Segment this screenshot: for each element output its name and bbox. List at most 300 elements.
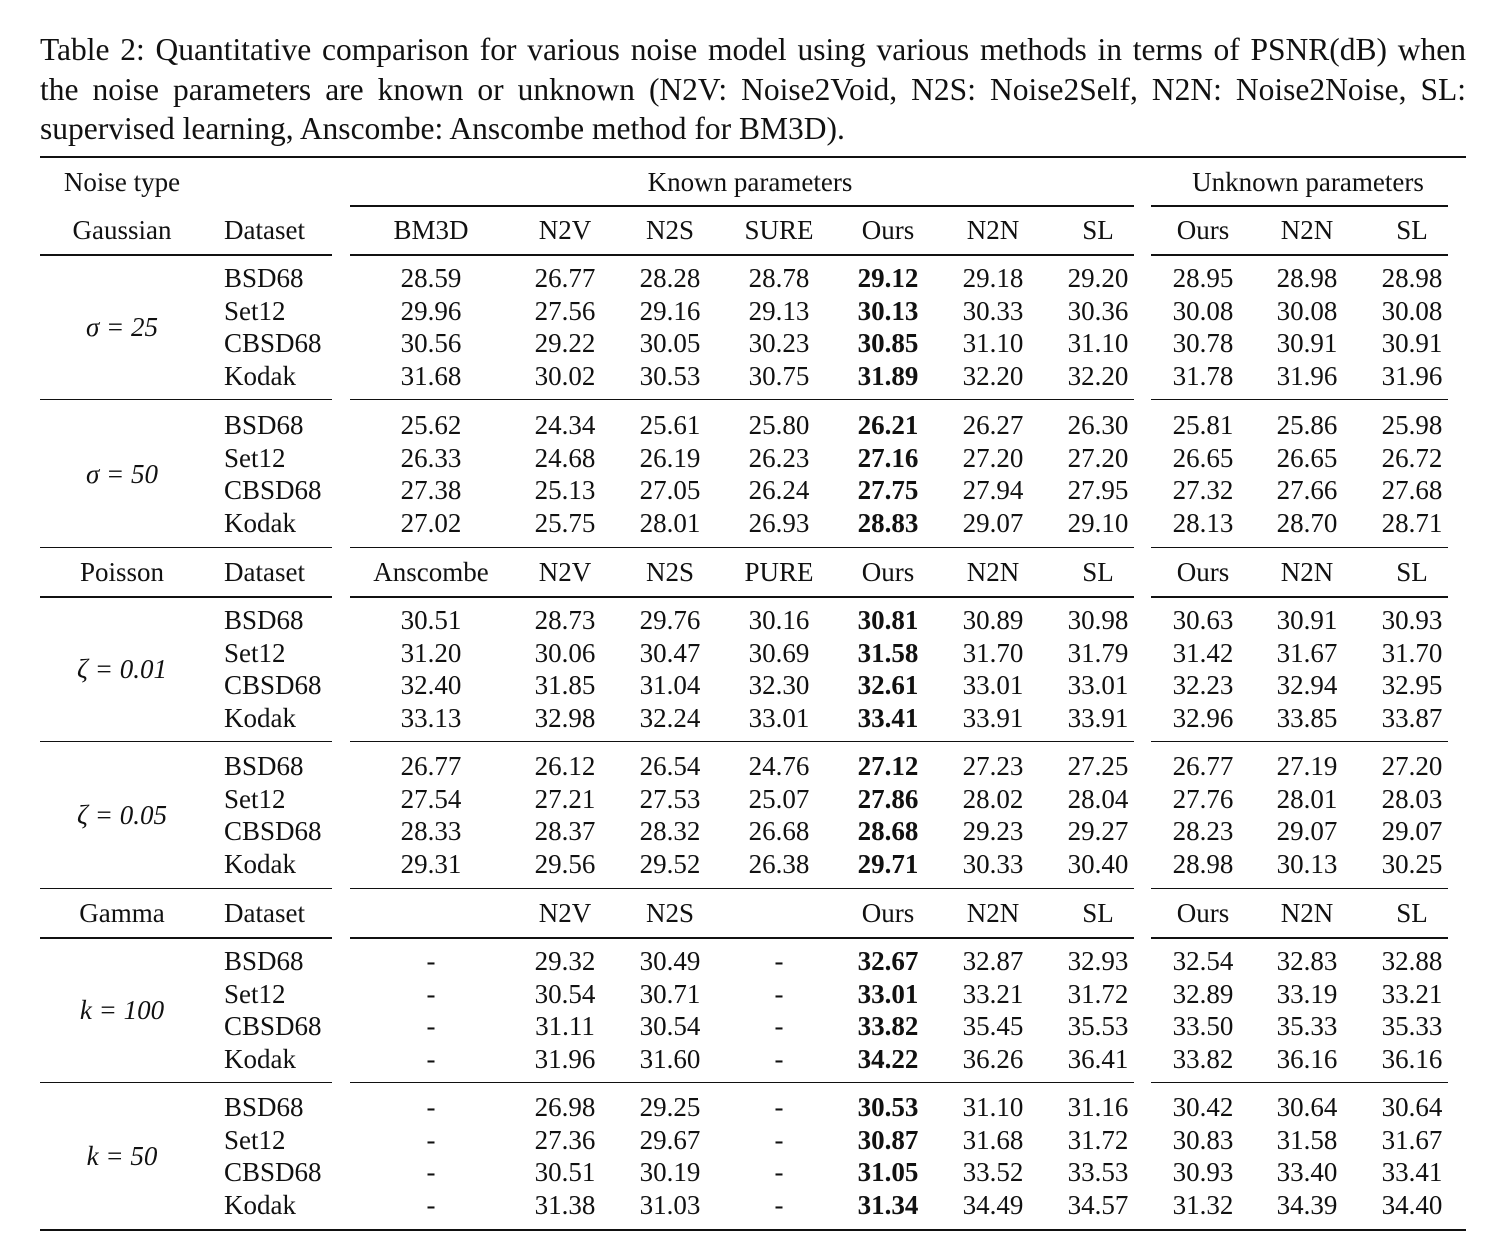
- psnr-value: 26.19: [639, 442, 701, 473]
- psnr-value: 30.25: [1381, 848, 1443, 879]
- psnr-value: -: [426, 1189, 436, 1220]
- poisson-dataset-header: Dataset: [224, 557, 305, 587]
- dataset-name: Set12: [224, 442, 286, 473]
- psnr-value: 28.04: [1067, 783, 1129, 814]
- psnr-value: 30.13: [1276, 848, 1338, 879]
- gaussian-header-rule-unknown: [1151, 254, 1448, 256]
- top-rule: [40, 156, 1466, 158]
- psnr-value: 27.66: [1276, 475, 1338, 506]
- psnr-value: 28.83: [857, 507, 919, 538]
- psnr-value: 36.16: [1381, 1043, 1443, 1074]
- psnr-value: -: [774, 1124, 784, 1155]
- psnr-value: 30.05: [639, 328, 701, 359]
- poisson-noise-type-label: Poisson: [79, 557, 165, 587]
- psnr-value: 33.41: [1381, 1157, 1443, 1188]
- group-rule-unknown: [1151, 399, 1448, 401]
- psnr-value: 26.54: [639, 751, 701, 781]
- psnr-value: 30.75: [748, 360, 810, 391]
- psnr-value: 27.54: [400, 783, 462, 814]
- dataset-name: Kodak: [224, 360, 296, 391]
- noise-param-label: σ = 25: [85, 311, 159, 342]
- dataset-name: CBSD68: [224, 816, 322, 847]
- gamma-dataset-header: Dataset: [224, 898, 305, 928]
- group-rule-left: [40, 741, 332, 743]
- psnr-value: 30.23: [748, 328, 810, 359]
- psnr-value: 31.96: [1381, 360, 1443, 391]
- dataset-name: Kodak: [224, 507, 296, 538]
- psnr-value: 26.77: [400, 751, 462, 781]
- gaussian-method-header: SL: [1396, 215, 1428, 245]
- psnr-value: 31.79: [1067, 637, 1129, 668]
- gaussian-method-header: N2N: [1280, 215, 1334, 245]
- psnr-value: 30.64: [1276, 1092, 1338, 1122]
- psnr-value: 35.33: [1381, 1011, 1443, 1042]
- psnr-value: 32.54: [1172, 946, 1234, 976]
- gaussian-method-header: SURE: [744, 215, 814, 245]
- psnr-value: 26.27: [962, 410, 1024, 440]
- psnr-value: 36.41: [1067, 1043, 1129, 1074]
- dataset-name: Set12: [224, 637, 286, 668]
- psnr-value: 28.01: [1276, 783, 1338, 814]
- poisson-header-rule-left: [40, 596, 332, 598]
- psnr-value: 30.78: [1172, 328, 1234, 359]
- psnr-value: 30.91: [1381, 328, 1443, 359]
- psnr-value: 33.52: [962, 1157, 1024, 1188]
- dataset-name: Set12: [224, 295, 286, 326]
- psnr-value: 27.12: [857, 751, 919, 781]
- gaussian-method-header: N2N: [966, 215, 1020, 245]
- psnr-value: 28.73: [534, 605, 596, 635]
- psnr-value: -: [774, 1189, 784, 1220]
- psnr-value: 25.98: [1381, 410, 1443, 440]
- psnr-value: 30.08: [1172, 295, 1234, 326]
- psnr-value: 29.10: [1067, 507, 1129, 538]
- psnr-value: 32.96: [1172, 702, 1234, 733]
- psnr-value: 26.38: [748, 848, 810, 879]
- psnr-value: 32.88: [1381, 946, 1443, 976]
- psnr-value: 34.40: [1381, 1189, 1443, 1220]
- psnr-value: 33.91: [1067, 702, 1129, 733]
- psnr-value: 31.67: [1276, 637, 1338, 668]
- psnr-value: -: [426, 1157, 436, 1188]
- gaussian-header-rule-known: [350, 254, 1134, 256]
- dataset-name: Set12: [224, 978, 286, 1009]
- section-rule-known: [350, 547, 1134, 549]
- psnr-value: 30.36: [1067, 295, 1129, 326]
- gamma-method-header: N2N: [966, 898, 1020, 928]
- group-rule-known: [350, 741, 1134, 743]
- psnr-value: 25.75: [534, 507, 596, 538]
- psnr-value: 27.76: [1172, 783, 1234, 814]
- psnr-value: 32.23: [1172, 670, 1234, 701]
- psnr-value: 32.40: [400, 670, 462, 701]
- psnr-value: 29.07: [962, 507, 1024, 538]
- dataset-name: Set12: [224, 1124, 286, 1155]
- psnr-value: 30.16: [748, 605, 810, 635]
- gaussian-method-header: N2V: [538, 215, 592, 245]
- psnr-value: 31.10: [1067, 328, 1129, 359]
- psnr-value: 29.18: [962, 263, 1024, 293]
- psnr-value: 30.53: [857, 1092, 919, 1122]
- noise-param-label: k = 50: [86, 1140, 158, 1171]
- dataset-name: CBSD68: [224, 1011, 322, 1042]
- psnr-value: -: [426, 1011, 436, 1042]
- psnr-value: 26.77: [534, 263, 596, 293]
- poisson-method-header: N2N: [1280, 557, 1334, 587]
- poisson-method-header: SL: [1082, 557, 1114, 587]
- psnr-value: 31.85: [534, 670, 596, 701]
- section-rule-left: [40, 547, 332, 549]
- poisson-method-header: Ours: [861, 557, 915, 587]
- dataset-name: BSD68: [224, 410, 304, 440]
- psnr-value: 27.53: [639, 783, 701, 814]
- gamma-header-rule-left: [40, 937, 332, 939]
- psnr-value: 32.67: [857, 946, 919, 976]
- psnr-value: 30.91: [1276, 328, 1338, 359]
- psnr-value: 26.72: [1381, 442, 1443, 473]
- psnr-value: 27.20: [962, 442, 1024, 473]
- psnr-value: 29.22: [534, 328, 596, 359]
- section-rule-unknown: [1151, 888, 1448, 890]
- psnr-value: 30.08: [1381, 295, 1443, 326]
- psnr-value: 30.69: [748, 637, 810, 668]
- psnr-value: 32.93: [1067, 946, 1129, 976]
- psnr-value: 25.81: [1172, 410, 1234, 440]
- psnr-value: 32.83: [1276, 946, 1338, 976]
- dataset-name: Kodak: [224, 702, 296, 733]
- dataset-name: CBSD68: [224, 1157, 322, 1188]
- psnr-value: 30.54: [534, 978, 596, 1009]
- gaussian-dataset-header: Dataset: [224, 215, 305, 245]
- psnr-value: 31.38: [534, 1189, 596, 1220]
- psnr-value: 29.16: [639, 295, 701, 326]
- psnr-value: 31.60: [639, 1043, 701, 1074]
- psnr-value: 31.72: [1067, 1124, 1129, 1155]
- psnr-value: 28.13: [1172, 507, 1234, 538]
- psnr-value: 30.51: [534, 1157, 596, 1188]
- psnr-value: 33.19: [1276, 978, 1338, 1009]
- group-rule-unknown: [1151, 741, 1448, 743]
- psnr-value: 31.68: [400, 360, 462, 391]
- psnr-value: 31.68: [962, 1124, 1024, 1155]
- psnr-value: 30.89: [962, 605, 1024, 635]
- psnr-value: 27.38: [400, 475, 462, 506]
- psnr-value: 30.33: [962, 295, 1024, 326]
- psnr-value: 32.30: [748, 670, 810, 701]
- psnr-value: 32.94: [1276, 670, 1338, 701]
- dataset-name: BSD68: [224, 263, 304, 293]
- psnr-value: 33.21: [1381, 978, 1443, 1009]
- section-rule-known: [350, 888, 1134, 890]
- psnr-value: 31.05: [857, 1157, 919, 1188]
- known-cmidrule: [350, 205, 1134, 207]
- psnr-value: 28.98: [1172, 848, 1234, 879]
- psnr-value: 27.16: [857, 442, 919, 473]
- psnr-value: -: [774, 978, 784, 1009]
- gamma-method-header: N2V: [538, 898, 592, 928]
- noise-param-label: k = 100: [79, 994, 165, 1025]
- psnr-value: 31.10: [962, 328, 1024, 359]
- psnr-value: 34.22: [857, 1043, 919, 1074]
- psnr-value: 30.85: [857, 328, 919, 359]
- known-parameters-header: Known parameters: [647, 167, 853, 197]
- psnr-value: -: [426, 1043, 436, 1074]
- noise-param-label: ζ = 0.05: [77, 799, 167, 830]
- dataset-name: Kodak: [224, 1189, 296, 1220]
- psnr-value: 27.75: [857, 475, 919, 506]
- psnr-value: 25.13: [534, 475, 596, 506]
- psnr-value: 30.93: [1381, 605, 1443, 635]
- dataset-name: Set12: [224, 783, 286, 814]
- gaussian-method-header: SL: [1082, 215, 1114, 245]
- psnr-value: 26.33: [400, 442, 462, 473]
- psnr-value: 27.05: [639, 475, 701, 506]
- psnr-value: 26.24: [748, 475, 810, 506]
- dataset-name: BSD68: [224, 1092, 304, 1122]
- poisson-method-header: SL: [1396, 557, 1428, 587]
- psnr-value: 30.47: [639, 637, 701, 668]
- psnr-value: 33.01: [748, 702, 810, 733]
- psnr-value: 26.30: [1067, 410, 1129, 440]
- psnr-value: 34.57: [1067, 1189, 1129, 1220]
- group-rule-known: [350, 399, 1134, 401]
- gamma-method-header: N2S: [645, 898, 695, 928]
- psnr-value: 29.67: [639, 1124, 701, 1155]
- psnr-value: 30.56: [400, 328, 462, 359]
- psnr-value: 35.53: [1067, 1011, 1129, 1042]
- psnr-value: 26.12: [534, 751, 596, 781]
- psnr-value: -: [426, 946, 436, 976]
- psnr-value: 32.95: [1381, 670, 1443, 701]
- psnr-value: 24.76: [748, 751, 810, 781]
- psnr-value: 30.51: [400, 605, 462, 635]
- psnr-value: 27.32: [1172, 475, 1234, 506]
- gamma-method-header: Ours: [861, 898, 915, 928]
- psnr-value: 31.67: [1381, 1124, 1443, 1155]
- gamma-noise-type-label: Gamma: [79, 898, 165, 928]
- table-caption: Table 2: Quantitative comparison for various noise model using various methods in terms of PSNR(dB) when the noise parameters are known or unknown (N2V: Noise2Void, N2S: Noise2Self, N2N: Noise2Noise, SL: supervised learning, Anscombe: Anscombe method for BM3D).: [40, 32, 1466, 146]
- psnr-value: 29.31: [400, 848, 462, 879]
- gamma-method-header: Ours: [1176, 898, 1230, 928]
- psnr-value: 30.49: [639, 946, 701, 976]
- poisson-header-rule-unknown: [1151, 596, 1448, 598]
- psnr-value: -: [426, 978, 436, 1009]
- psnr-value: 36.26: [962, 1043, 1024, 1074]
- psnr-value: 31.11: [535, 1011, 595, 1042]
- psnr-value: 25.61: [639, 410, 701, 440]
- psnr-value: 29.20: [1067, 263, 1129, 293]
- dataset-name: BSD68: [224, 946, 304, 976]
- unknown-cmidrule: [1151, 205, 1448, 207]
- poisson-method-header: Ours: [1176, 557, 1230, 587]
- group-rule-left: [40, 1082, 332, 1084]
- psnr-value: 28.33: [400, 816, 462, 847]
- psnr-value: 32.20: [1067, 360, 1129, 391]
- psnr-value: 26.98: [534, 1092, 596, 1122]
- psnr-value: 31.58: [857, 637, 919, 668]
- psnr-value: 27.20: [1067, 442, 1129, 473]
- group-rule-known: [350, 1082, 1134, 1084]
- psnr-value: 26.77: [1172, 751, 1234, 781]
- psnr-value: 27.56: [534, 295, 596, 326]
- psnr-value: 29.27: [1067, 816, 1129, 847]
- psnr-value: 24.34: [534, 410, 596, 440]
- dataset-name: CBSD68: [224, 328, 322, 359]
- psnr-value: 29.96: [400, 295, 462, 326]
- psnr-value: 28.01: [639, 507, 701, 538]
- psnr-value: 31.70: [962, 637, 1024, 668]
- gaussian-method-header: N2S: [645, 215, 695, 245]
- psnr-value: 29.07: [1276, 816, 1338, 847]
- gaussian-header-rule-left: [40, 254, 332, 256]
- psnr-value: -: [426, 1124, 436, 1155]
- psnr-value: 29.71: [857, 848, 919, 879]
- psnr-value: 33.01: [1067, 670, 1129, 701]
- bottom-rule: [40, 1229, 1466, 1231]
- psnr-value: 31.72: [1067, 978, 1129, 1009]
- dataset-name: Kodak: [224, 1043, 296, 1074]
- psnr-value: -: [774, 946, 784, 976]
- psnr-value: 28.71: [1381, 507, 1443, 538]
- psnr-value: 28.98: [1276, 263, 1338, 293]
- psnr-value: 30.81: [857, 605, 919, 635]
- psnr-value: 30.83: [1172, 1124, 1234, 1155]
- gamma-method-header: N2N: [1280, 898, 1334, 928]
- group-rule-left: [40, 399, 332, 401]
- psnr-value: 32.20: [962, 360, 1024, 391]
- psnr-value: 25.07: [748, 783, 810, 814]
- dataset-name: CBSD68: [224, 475, 322, 506]
- psnr-value: -: [774, 1043, 784, 1074]
- psnr-value: 31.34: [857, 1189, 919, 1220]
- psnr-value: 30.98: [1067, 605, 1129, 635]
- psnr-value: 27.95: [1067, 475, 1129, 506]
- psnr-value: 25.62: [400, 410, 462, 440]
- psnr-value: 30.19: [639, 1157, 701, 1188]
- psnr-value: 30.93: [1172, 1157, 1234, 1188]
- psnr-value: 27.20: [1381, 751, 1443, 781]
- psnr-value: 27.36: [534, 1124, 596, 1155]
- psnr-value: -: [774, 1092, 784, 1122]
- noise-param-label: σ = 50: [85, 458, 159, 489]
- gaussian-method-header: BM3D: [393, 215, 469, 245]
- psnr-value: 33.85: [1276, 702, 1338, 733]
- poisson-method-header: N2V: [538, 557, 592, 587]
- psnr-value: 27.23: [962, 751, 1024, 781]
- psnr-value: 30.53: [639, 360, 701, 391]
- psnr-value: 33.91: [962, 702, 1024, 733]
- psnr-value: 26.68: [748, 816, 810, 847]
- psnr-value: 28.59: [400, 263, 462, 293]
- gamma-header-rule-known: [350, 937, 1134, 939]
- psnr-value: 33.01: [857, 978, 919, 1009]
- psnr-value: 31.70: [1381, 637, 1443, 668]
- psnr-value: 26.65: [1172, 442, 1234, 473]
- psnr-value: 33.50: [1172, 1011, 1234, 1042]
- psnr-value: 29.52: [639, 848, 701, 879]
- psnr-value: 31.32: [1172, 1189, 1234, 1220]
- psnr-value: 30.63: [1172, 605, 1234, 635]
- gaussian-noise-type-label: Gaussian: [72, 215, 172, 245]
- psnr-value: 28.70: [1276, 507, 1338, 538]
- psnr-value: 30.87: [857, 1124, 919, 1155]
- psnr-value: 29.07: [1381, 816, 1443, 847]
- gamma-header-rule-unknown: [1151, 937, 1448, 939]
- poisson-method-header: Anscombe: [373, 557, 489, 587]
- gaussian-method-header: Ours: [861, 215, 915, 245]
- group-rule-unknown: [1151, 1082, 1448, 1084]
- psnr-value: 33.82: [1172, 1043, 1234, 1074]
- psnr-value: 28.68: [857, 816, 919, 847]
- psnr-value: 31.96: [534, 1043, 596, 1074]
- psnr-value: 30.06: [534, 637, 596, 668]
- psnr-value: 34.49: [962, 1189, 1024, 1220]
- psnr-value: 28.37: [534, 816, 596, 847]
- psnr-value: 25.80: [748, 410, 810, 440]
- psnr-value: 33.87: [1381, 702, 1443, 733]
- psnr-value: 30.02: [534, 360, 596, 391]
- psnr-value: 31.78: [1172, 360, 1234, 391]
- psnr-value: 29.32: [534, 946, 596, 976]
- psnr-value: 29.76: [639, 605, 701, 635]
- psnr-value: 26.93: [748, 507, 810, 538]
- poisson-header-rule-known: [350, 596, 1134, 598]
- psnr-value: 28.02: [962, 783, 1024, 814]
- psnr-value: 30.71: [639, 978, 701, 1009]
- psnr-value: 32.87: [962, 946, 1024, 976]
- psnr-value: 30.42: [1172, 1092, 1234, 1122]
- psnr-value: 30.40: [1067, 848, 1129, 879]
- psnr-value: 31.20: [400, 637, 462, 668]
- psnr-value: -: [774, 1011, 784, 1042]
- psnr-value: -: [426, 1092, 436, 1122]
- psnr-value: 32.89: [1172, 978, 1234, 1009]
- section-rule-left: [40, 888, 332, 890]
- psnr-value: 33.40: [1276, 1157, 1338, 1188]
- psnr-value: 34.39: [1276, 1189, 1338, 1220]
- dataset-name: CBSD68: [224, 670, 322, 701]
- psnr-value: -: [774, 1157, 784, 1188]
- psnr-value: 31.04: [639, 670, 701, 701]
- psnr-value: 33.21: [962, 978, 1024, 1009]
- psnr-value: 30.64: [1381, 1092, 1443, 1122]
- psnr-value: 30.08: [1276, 295, 1338, 326]
- psnr-value: 31.89: [857, 360, 919, 391]
- gaussian-method-header: Ours: [1176, 215, 1230, 245]
- psnr-value: 33.53: [1067, 1157, 1129, 1188]
- psnr-value: 30.13: [857, 295, 919, 326]
- psnr-value: 26.23: [748, 442, 810, 473]
- psnr-value: 31.10: [962, 1092, 1024, 1122]
- psnr-value: 33.82: [857, 1011, 919, 1042]
- dataset-name: BSD68: [224, 605, 304, 635]
- psnr-value: 27.25: [1067, 751, 1129, 781]
- psnr-value: 27.94: [962, 475, 1024, 506]
- section-rule-unknown: [1151, 547, 1448, 549]
- psnr-value: 33.01: [962, 670, 1024, 701]
- gamma-method-header: SL: [1396, 898, 1428, 928]
- psnr-value: 32.61: [857, 670, 919, 701]
- psnr-value: 31.03: [639, 1189, 701, 1220]
- psnr-value: 33.13: [400, 702, 462, 733]
- psnr-value: 30.33: [962, 848, 1024, 879]
- poisson-method-header: N2S: [645, 557, 695, 587]
- psnr-value: 27.19: [1276, 751, 1338, 781]
- psnr-value: 25.86: [1276, 410, 1338, 440]
- psnr-value: 27.21: [534, 783, 596, 814]
- psnr-value: 29.56: [534, 848, 596, 879]
- psnr-value: 32.24: [639, 702, 701, 733]
